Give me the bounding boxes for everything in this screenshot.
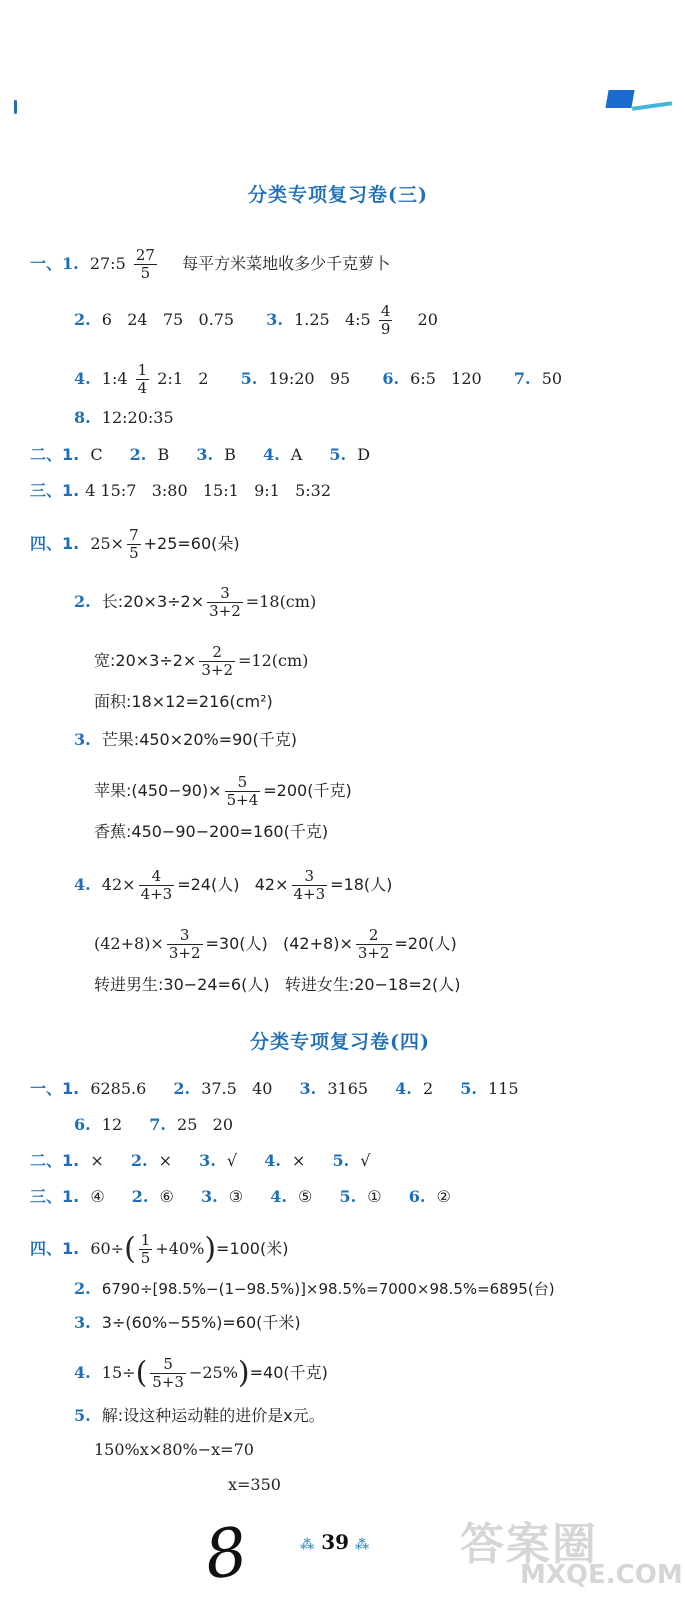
- answer-text: 6285.6: [90, 1079, 147, 1098]
- answer-line-4-1-2: [74, 1115, 233, 1135]
- corner-decoration: [605, 90, 634, 108]
- answer-text: 1:4: [101, 369, 128, 388]
- answer-line-3-4-10: [94, 975, 460, 995]
- fraction: $\frac{2}{3+2}$: [201, 643, 233, 679]
- answer-text: A: [290, 445, 303, 464]
- answer-line-3-4-1: [30, 527, 240, 562]
- answer-text: 苹果:(450−90)×: [94, 781, 222, 800]
- fraction: $\frac{3}{3+2}$: [168, 926, 201, 962]
- answer-text: =12(cm): [238, 651, 309, 670]
- question-number: 4.: [270, 1187, 287, 1206]
- question-number: 2.: [173, 1079, 191, 1098]
- fraction: $\frac{1}{4}$: [137, 361, 148, 397]
- answer-line-4-4-6: [94, 1440, 254, 1460]
- answer-text: 3165: [327, 1079, 369, 1098]
- question-number: 5.: [74, 1406, 91, 1425]
- answer-text: x=350: [228, 1475, 281, 1494]
- fraction: $\frac{2}{3+2}$: [357, 926, 390, 962]
- answer-line-3-4-8: [74, 868, 392, 903]
- answer-line-3-4-2: [74, 585, 316, 620]
- answer-text: =18(cm): [245, 592, 317, 611]
- answer-line-3-4-4: [94, 692, 273, 712]
- question-number: 8.: [74, 408, 91, 427]
- page-number-area: [300, 1530, 370, 1554]
- question-number: 7.: [513, 369, 531, 388]
- answer-line-3-4-9: [94, 927, 457, 962]
- question-number: 5.: [460, 1079, 477, 1098]
- question-number: 3.: [196, 445, 214, 464]
- answer-text: ①: [367, 1187, 382, 1206]
- answer-text: 60÷: [90, 1239, 125, 1258]
- answer-text: 每平方米菜地收多少千克萝卜: [182, 254, 391, 273]
- fraction: $\frac{4}{4+3}$: [140, 867, 173, 903]
- page-number: 39: [321, 1530, 350, 1554]
- answer-line-4-4-3: [74, 1313, 301, 1333]
- answer-text: =40(千克): [249, 1363, 328, 1382]
- answer-text: √: [360, 1151, 371, 1170]
- answer-text: =200(千克): [263, 781, 352, 800]
- answer-line-4-4-1: 四、1. 60÷( $\frac{1}{5}$ +40%)=100(米): [30, 1231, 289, 1267]
- question-number: 2.: [130, 1151, 148, 1170]
- answer-line-3-1-4: [74, 408, 174, 428]
- answer-text: =100(米): [216, 1239, 289, 1258]
- fraction: $\frac{7}{5}$: [129, 526, 139, 562]
- answer-text: 150%x×80%−x=70: [94, 1440, 254, 1459]
- decor-dots-icon: ⁂: [349, 1537, 371, 1553]
- answer-text: =30(人) (42+8)×: [205, 934, 353, 953]
- answer-text: 香蕉:450−90−200=160(千克): [94, 822, 329, 841]
- question-number: 2.: [131, 1187, 149, 1206]
- answer-text: −25%: [188, 1363, 238, 1382]
- question-label: 四、1.: [30, 1239, 80, 1258]
- answer-text: 20: [417, 310, 438, 329]
- answer-text: 37.5 40: [201, 1079, 273, 1098]
- question-label: 三、1.: [30, 1187, 80, 1206]
- question-number: 5.: [332, 1151, 350, 1170]
- answer-text: +40%: [155, 1239, 205, 1258]
- decor-dots-icon: ⁂: [300, 1537, 322, 1553]
- answer-text: 50: [541, 369, 563, 388]
- answer-text: ⑤: [298, 1187, 313, 1206]
- answer-text: =24(人) 42×: [177, 875, 289, 894]
- question-number: 2.: [129, 445, 147, 464]
- answer-line-4-4-4: 4. 15÷( $\frac{5}{5+3}$ −25%)=40(千克): [74, 1355, 328, 1391]
- answer-text: ×: [90, 1151, 104, 1170]
- answer-text: ③: [228, 1187, 244, 1206]
- fraction: $\frac{5}{5+4}$: [226, 773, 259, 809]
- question-number: 3.: [299, 1079, 317, 1098]
- answer-line-3-4-6: [94, 774, 352, 809]
- question-number: 2.: [74, 310, 91, 329]
- answer-text: =20(人): [394, 934, 457, 953]
- question-number: 4.: [74, 1363, 91, 1382]
- answer-text: 2:1 2: [157, 369, 209, 388]
- answer-text: B: [157, 445, 170, 464]
- answer-text: 12: [101, 1115, 123, 1134]
- handwritten-mark: 8: [199, 1512, 253, 1595]
- question-number: 6.: [74, 1115, 91, 1134]
- fraction: $\frac{5}{5+3}$: [152, 1355, 184, 1391]
- answer-text: C: [90, 445, 103, 464]
- answer-text: 25 20: [177, 1115, 234, 1134]
- answer-line-3-4-7: [94, 822, 328, 842]
- answer-text: ⑥: [159, 1187, 174, 1206]
- answer-line-4-4-2: [74, 1279, 555, 1299]
- answer-text: 19:20 95: [268, 369, 351, 388]
- question-number: 4.: [74, 369, 91, 388]
- question-number: 5.: [240, 369, 258, 388]
- answer-text: ④: [90, 1187, 105, 1206]
- left-margin-mark: [14, 100, 17, 114]
- answer-text: 芒果:450×20%=90(千克): [101, 730, 297, 749]
- answer-text: 115: [488, 1079, 519, 1098]
- question-number: 3.: [199, 1151, 216, 1170]
- answer-text: 6 24 75 0.75: [101, 310, 235, 329]
- answer-text: 转进男生:30−24=6(人) 转进女生:20−18=2(人): [94, 975, 461, 994]
- question-number: 3.: [74, 730, 91, 749]
- answer-line-4-1-1: [30, 1079, 519, 1099]
- answer-text: 6790÷[98.5%−(1−98.5%)]×98.5%=7000×98.5%=6895(台): [101, 1280, 555, 1298]
- fraction: $\frac{4}{9}$: [380, 302, 391, 338]
- answer-line-4-4-5: [74, 1406, 325, 1426]
- question-number: 3.: [266, 310, 283, 329]
- question-number: 5.: [329, 445, 347, 464]
- question-label: 一、1.: [30, 1079, 80, 1098]
- answer-line-3-3: [30, 481, 331, 501]
- answer-text: √: [226, 1151, 238, 1170]
- answer-text: 6:5 120: [410, 369, 482, 388]
- answer-line-3-4-5: [74, 730, 297, 750]
- answer-text: ②: [436, 1187, 451, 1206]
- answer-text: 长:20×3÷2×: [101, 592, 205, 611]
- answer-text: 15:7 3:80 15:1 9:1 5:32: [100, 481, 331, 500]
- question-number: 4.: [264, 1151, 281, 1170]
- answer-line-3-2: [30, 445, 370, 465]
- answer-text: =18(人): [330, 875, 393, 894]
- watermark-url: MXQE.COM: [520, 1560, 683, 1590]
- question-number: 4.: [262, 445, 280, 464]
- corner-decoration-stripe: [632, 101, 672, 111]
- answer-line-3-1-3: [74, 362, 562, 397]
- fraction: $\frac{1}{5}$: [140, 1231, 151, 1267]
- answer-text: 4: [85, 481, 96, 500]
- answer-text: 12:20:35: [101, 408, 174, 427]
- answer-text: (42+8)×: [94, 934, 164, 953]
- answer-line-3-1-1: [30, 247, 390, 282]
- question-number: 2.: [74, 592, 91, 611]
- question-number: 6.: [382, 369, 400, 388]
- watermark-logo: 答案圈: [460, 1519, 598, 1570]
- question-label: 一、1.: [30, 254, 79, 273]
- question-label: 二、1.: [30, 1151, 80, 1170]
- question-label: 四、1.: [30, 534, 80, 553]
- answer-text: 1.25 4:5: [294, 310, 371, 329]
- answer-text: 27:5: [89, 254, 126, 273]
- question-number: 5.: [339, 1187, 357, 1206]
- fraction: $\frac{27}{5}$: [135, 246, 155, 282]
- answer-line-3-4-3: [94, 644, 308, 679]
- answer-line-4-4-7: [228, 1475, 281, 1495]
- question-number: 3.: [74, 1313, 91, 1332]
- answer-text: 面积:18×12=216(cm²): [94, 692, 273, 711]
- answer-text: B: [224, 445, 236, 464]
- question-number: 7.: [149, 1115, 166, 1134]
- answer-text: 2: [422, 1079, 434, 1098]
- question-number: 6.: [408, 1187, 426, 1206]
- answer-text: 25×: [90, 534, 125, 553]
- answer-text: ×: [158, 1151, 173, 1170]
- answer-text: 解:设这种运动鞋的进价是x元。: [101, 1406, 325, 1425]
- question-label: 二、1.: [30, 445, 80, 464]
- fraction: $\frac{3}{4+3}$: [293, 867, 326, 903]
- question-number: 4.: [395, 1079, 412, 1098]
- answer-text: D: [357, 445, 371, 464]
- answer-line-4-2: [30, 1151, 371, 1171]
- answer-text: ×: [292, 1151, 306, 1170]
- fraction: $\frac{3}{3+2}$: [209, 584, 241, 620]
- answer-line-4-3: [30, 1187, 451, 1207]
- question-number: 2.: [74, 1279, 91, 1298]
- question-number: 3.: [200, 1187, 218, 1206]
- section-title-3: 分类专项复习卷(三): [248, 184, 428, 206]
- answer-text: 15÷: [101, 1363, 136, 1382]
- question-label: 三、1.: [30, 481, 80, 500]
- answer-text: 3÷(60%−55%)=60(千米): [101, 1313, 301, 1332]
- answer-line-3-1-2: [74, 303, 438, 338]
- section-title-4: 分类专项复习卷(四): [250, 1031, 430, 1053]
- answer-text: 宽:20×3÷2×: [94, 651, 197, 670]
- answer-text: +25=60(朵): [143, 534, 240, 553]
- question-number: 4.: [74, 875, 91, 894]
- answer-text: 42×: [101, 875, 136, 894]
